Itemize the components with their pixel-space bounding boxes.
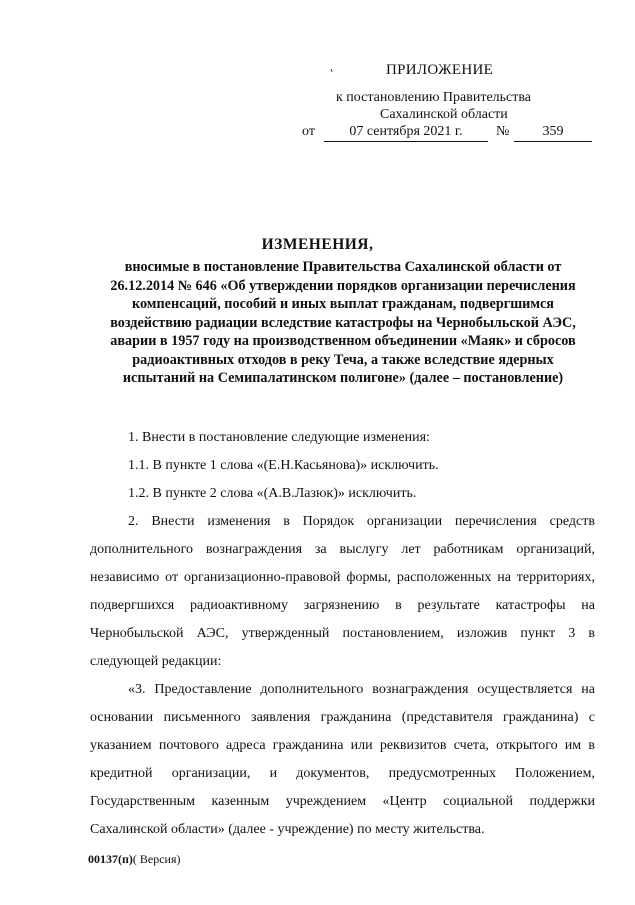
paragraph-1-1: 1.1. В пункте 1 слова «(Е.Н.Касьянова)» исключить.: [128, 458, 439, 473]
subheading-line: испытаний на Семипалатинском полигоне» (далее – постановление): [122, 370, 564, 386]
subheading-line: компенсаций, пособий и иных выплат гражданам, подвергшимся: [132, 296, 554, 312]
document-heading: ИЗМЕНЕНИЯ,: [261, 236, 374, 253]
document-date: 07 сентября 2021 г.: [324, 124, 488, 142]
date-number-line: [302, 124, 602, 144]
paragraph-3: «3. Предоставление дополнительного вознаграждения осуществляется на основании письменного заявления гражданина (представителя гражданина) с указанием почтового адреса гражданина или реквизитов счета, открытого им в кредитной организации, и документов, предусмотренных Положением, Государственным казенным учреждением «Центр социальной поддержки Сахалинской области» (далее - учреждение) по месту жительства.: [90, 682, 595, 837]
document-number: 359: [514, 124, 592, 142]
appendix-label: ПРИЛОЖЕНИЕ: [386, 62, 494, 78]
subheading-line: радиоактивных отходов в реку Теча, а также вследствие ядерных: [132, 351, 554, 368]
reference-line-1: к постановлению Правительства: [336, 90, 532, 105]
paragraph-2: 2. Внести изменения в Порядок организации перечисления средств дополнительного вознаграждения за выслугу лет работникам организаций, независимо от организационно-правовой формы, расположенных на территориях, подвергшихся радиоактивному загрязнению в результате катастрофы на Чернобыльской АЭС, утвержденный постановлением, изложив пункт 3 в следующей редакции:: [90, 514, 595, 669]
subheading-line: воздействию радиации вследствие катастрофы на Чернобыльской АЭС,: [110, 314, 576, 331]
paragraph-1: 1. Внести в постановление следующие изменения:: [128, 430, 430, 445]
page-footer: [88, 852, 181, 867]
subheading-line: вносимые в постановление Правительства Сахалинской области от: [124, 259, 562, 275]
date-prefix: от: [302, 124, 315, 139]
document-code: 00137(п): [88, 852, 133, 866]
paragraph-1-2: 1.2. В пункте 2 слова «(А.В.Лазюк)» исключить.: [128, 486, 417, 501]
document-subheading: [88, 258, 598, 388]
scan-mark: ˛: [330, 58, 334, 72]
version-label: ( Версия): [132, 852, 181, 866]
subheading-line: аварии в 1957 году на производственном объединении «Маяк» и сбросов: [110, 333, 576, 349]
subheading-line: 26.12.2014 № 646 «Об утверждении порядков организации перечисления: [110, 277, 576, 294]
number-sign: №: [496, 124, 510, 139]
document-body: [90, 424, 595, 844]
reference-line-2: Сахалинской области: [380, 107, 508, 122]
